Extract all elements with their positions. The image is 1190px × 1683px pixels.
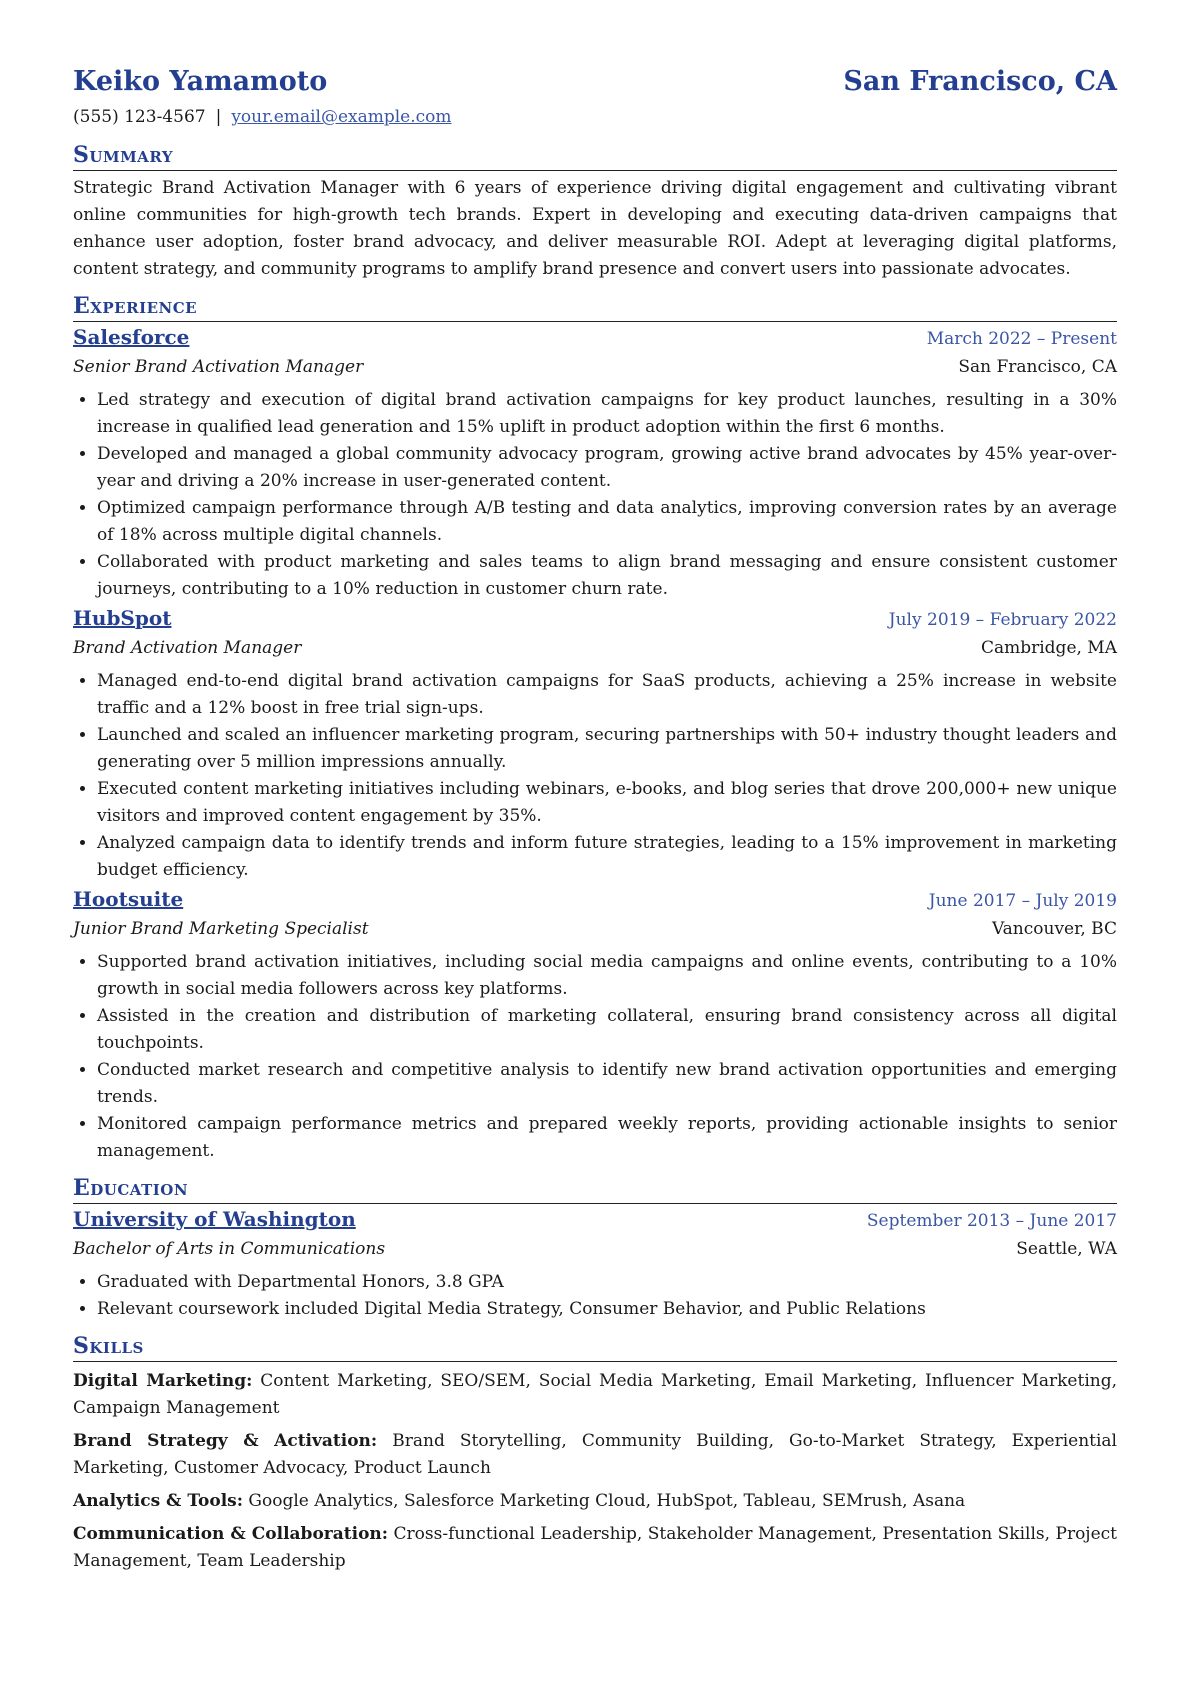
- skill-label: Analytics & Tools:: [73, 1491, 243, 1511]
- skill-line: [73, 1488, 1117, 1515]
- company-name: HubSpot: [73, 606, 172, 630]
- job-location: San Francisco, CA: [958, 357, 1117, 377]
- skill-line: [73, 1521, 1117, 1575]
- job-location: Vancouver, BC: [991, 919, 1117, 939]
- school-name: University of Washington: [73, 1207, 356, 1231]
- contact-separator: |: [215, 107, 222, 127]
- list-item: • Assisted in the creation and distribution of marketing collateral, ensuring brand consistency across all digital touchpoints.: [97, 1003, 1117, 1057]
- list-item: • Analyzed campaign data to identify trends and inform future strategies, leading to a 15% improvement in marketing budget efficiency.: [97, 830, 1117, 884]
- job-entry-hubspot: [73, 604, 1117, 884]
- list-item: • Managed end-to-end digital brand activation campaigns for SaaS products, achieving a 25% increase in website traffic and a 12% boost in free trial sign-ups.: [97, 668, 1117, 722]
- skill-text: Content Marketing, SEO/SEM, Social Media Marketing, Email Marketing, Influencer Marketing, Campaign Management: [73, 1371, 1117, 1418]
- job-role-row: [73, 634, 1117, 662]
- job-bullets: [73, 668, 1117, 884]
- phone-number: (555) 123-4567: [73, 107, 206, 127]
- education-bullets: [73, 1269, 1117, 1323]
- education-header: [73, 1205, 1117, 1235]
- list-item: • Developed and managed a global community advocacy program, growing active brand advocates by 45% year-over-year and driving a 20% increase in user-generated content.: [97, 441, 1117, 495]
- list-item: • Optimized campaign performance through A/B testing and data analytics, improving conversion rates by an average of 18% across multiple digital channels.: [97, 495, 1117, 549]
- education-dates: September 2013 – June 2017: [866, 1211, 1117, 1231]
- list-item: • Collaborated with product marketing and sales teams to align brand messaging and ensure consistent customer journeys, contributing to a 10% reduction in customer churn rate.: [97, 549, 1117, 603]
- summary-text: Strategic Brand Activation Manager with 6 years of experience driving digital engagement and cultivating vibrant online communities for high-growth tech brands. Expert in developing and executing data-driven campaigns that enhance user adoption, foster brand advocacy, and deliver measurable ROI. Adept at leveraging digital platforms, content strategy, and community programs to amplify brand presence and convert users into passionate advocates.: [73, 178, 1117, 279]
- job-header: [73, 323, 1117, 353]
- education-heading: Education: [73, 1173, 1117, 1204]
- job-dates: June 2017 – July 2019: [928, 891, 1117, 911]
- summary-heading: Summary: [73, 140, 1117, 171]
- header: [73, 62, 1117, 102]
- job-bullets: [73, 387, 1117, 603]
- job-role-row: [73, 353, 1117, 381]
- list-item: • Graduated with Departmental Honors, 3.8 GPA: [97, 1269, 1117, 1296]
- job-header: [73, 885, 1117, 915]
- contact-line: [73, 102, 1117, 132]
- skill-label: Digital Marketing:: [73, 1371, 253, 1391]
- education-location: Seattle, WA: [1016, 1239, 1117, 1259]
- skill-text: Cross-functional Leadership, Stakeholder Management, Presentation Skills, Project Management, Team Leadership: [73, 1524, 1117, 1571]
- job-dates: July 2019 – February 2022: [888, 610, 1117, 630]
- email-link[interactable]: your.email@example.com: [231, 107, 452, 127]
- job-title: Brand Activation Manager: [73, 638, 302, 658]
- job-title: Senior Brand Activation Manager: [73, 357, 364, 377]
- list-item: • Led strategy and execution of digital brand activation campaigns for key product launches, resulting in a 30% increase in qualified lead generation and 15% uplift in product adoption within the first 6 months.: [97, 387, 1117, 441]
- list-item: • Executed content marketing initiatives including webinars, e-books, and blog series that drove 200,000+ new unique visitors and improved content engagement by 35%.: [97, 776, 1117, 830]
- job-entry-salesforce: [73, 323, 1117, 603]
- job-role-row: [73, 915, 1117, 943]
- list-item: • Launched and scaled an influencer marketing program, securing partnerships with 50+ industry thought leaders and generating over 5 million impressions annually.: [97, 722, 1117, 776]
- experience-heading: Experience: [73, 291, 1117, 322]
- education-degree-row: [73, 1235, 1117, 1263]
- skill-label: Communication & Collaboration:: [73, 1524, 389, 1544]
- list-item: • Conducted market research and competitive analysis to identify new brand activation opportunities and emerging trends.: [97, 1057, 1117, 1111]
- list-item: • Monitored campaign performance metrics and prepared weekly reports, providing actionable insights to senior management.: [97, 1111, 1117, 1165]
- company-name: Salesforce: [73, 325, 190, 349]
- job-bullets: [73, 949, 1117, 1165]
- skill-text: Google Analytics, Salesforce Marketing Cloud, HubSpot, Tableau, SEMrush, Asana: [248, 1491, 966, 1511]
- job-title: Junior Brand Marketing Specialist: [73, 919, 369, 939]
- education-entry: [73, 1205, 1117, 1323]
- skill-text: Brand Storytelling, Community Building, Go-to-Market Strategy, Experiential Marketing, Customer Advocacy, Product Launch: [73, 1431, 1117, 1478]
- skill-label: Brand Strategy & Activation:: [73, 1431, 378, 1451]
- list-item: • Supported brand activation initiatives, including social media campaigns and online events, contributing to a 10% growth in social media followers across key platforms.: [97, 949, 1117, 1003]
- job-location: Cambridge, MA: [980, 638, 1117, 658]
- skill-line: [73, 1428, 1117, 1482]
- candidate-location: San Francisco, CA: [843, 66, 1117, 97]
- skill-line: [73, 1368, 1117, 1422]
- list-item: • Relevant coursework included Digital Media Strategy, Consumer Behavior, and Public Relations: [97, 1296, 1117, 1323]
- job-dates: March 2022 – Present: [926, 329, 1117, 349]
- degree: Bachelor of Arts in Communications: [73, 1239, 386, 1259]
- skills-heading: Skills: [73, 1331, 1117, 1362]
- candidate-name: Keiko Yamamoto: [73, 66, 328, 97]
- job-header: [73, 604, 1117, 634]
- job-entry-hootsuite: [73, 885, 1117, 1165]
- company-name: Hootsuite: [73, 887, 184, 911]
